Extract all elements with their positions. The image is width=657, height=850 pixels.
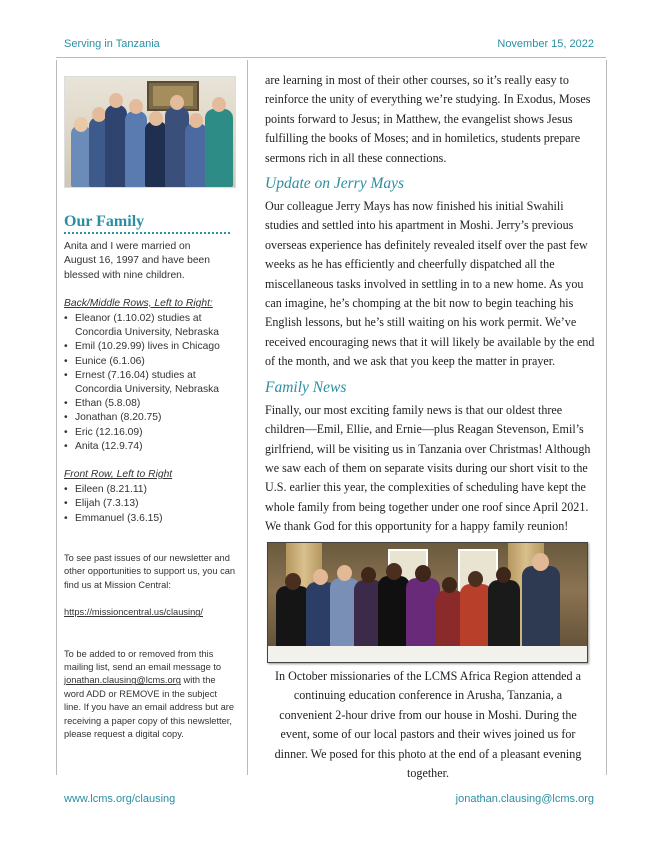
list-item: • Ethan (5.8.08) [64, 397, 236, 411]
family-news-paragraph: Finally, our most exciting family news is that our oldest three children—Emil, Ellie, and Ernie—plus Reagan Stevenson, Emil’s girlfriend, will be visiting us in Tanzania over Christmas! Although we saw each of them on separate visits during our short visit to the U.S. earlier this year, the complexities of scheduling have kept the whole family from being together under one roof since April 2021. We thank God for this opportunity for a happy family reunion! [265, 402, 591, 534]
mission-central-link[interactable]: https://missioncentral.us/clausing/ [64, 607, 203, 618]
past-issues-note: To see past issues of our newsletter and other opportunities to support us, you can find us at Mission Central: [64, 552, 236, 590]
mailing-list-note [64, 648, 236, 742]
dotted-rule [64, 232, 230, 234]
photo-caption: In October missionaries of the LCMS Africa Region attended a continuing education conference in Arusha, Tanzania, a convenient 2-hour drive from our house in Moshi. During the event, some of our local pastors and their wives joined us for dinner. We posed for this photo at the end of a pleasant evening together. [274, 669, 582, 781]
header-rule [56, 57, 606, 58]
column-rule-left [56, 60, 57, 775]
list-item: • Jonathan (8.20.75) [64, 411, 236, 425]
family-news-heading: Family News [265, 378, 347, 396]
list-item: • Eric (12.16.09) [64, 426, 236, 440]
list-item: • Emil (10.29.99) lives in Chicago [64, 340, 236, 354]
family-heading: Our Family [64, 213, 145, 230]
intro-paragraph: are learning in most of their other courses, so it’s really easy to reinforce the unity of everything we’re studying. In Exodus, Moses points forward to Jesus; in Matthew, the evangelist shows Jesus fulfilling the books of Moses; and in homiletics, students prepare sermons rich in all these connections. [265, 73, 591, 165]
footer-website-link[interactable]: www.lcms.org/clausing [64, 793, 176, 805]
family-photo [64, 76, 236, 188]
back-rows-heading: Back/Middle Rows, Left to Right: [64, 297, 213, 309]
footer-email-link[interactable]: jonathan.clausing@lcms.org [455, 793, 594, 805]
back-rows-list [64, 312, 236, 454]
conference-photo [267, 542, 588, 663]
front-row-heading: Front Row, Left to Right [64, 469, 173, 481]
mailing-text-post: with the word ADD or REMOVE in the subject line. If you have an email address but are receiving a paper copy of this newsletter, please request a digital copy. [64, 675, 235, 739]
list-item: • Eleanor (1.10.02) studies at Concordia University, Nebraska [64, 312, 236, 340]
list-item: • Elijah (7.3.13) [64, 497, 236, 511]
jerry-heading: Update on Jerry Mays [265, 175, 405, 193]
sidebar [64, 76, 236, 741]
mailing-text-pre: To be added to or removed from this mailing list, send an email message to [64, 648, 222, 672]
header-title: Serving in Tanzania [64, 38, 160, 50]
column-rule-middle [247, 60, 248, 775]
jerry-paragraph: Our colleague Jerry Mays has now finished his initial Swahili studies and settled into his apartment in Moshi. Jerry’s previous overseas experience has definitely revealed itself over the past few weeks as he has efficiently and cheerfully dispatched all the miscellaneous tasks involved in settling in to a new home. As you can imagine, he’s chomping at the bit now to begin teaching his English lessons, but he’s still waiting on his work permit. We’ve received encouraging news that it will likely be available by the end of the month, and we ask that you keep the matter in prayer. [265, 199, 595, 369]
list-item: • Ernest (7.16.04) studies at Concordia University, Nebraska [64, 369, 236, 397]
list-item: • Emmanuel (3.6.15) [64, 512, 236, 526]
front-row-list [64, 483, 236, 526]
dinner-table [268, 646, 588, 662]
column-rule-right [606, 60, 607, 775]
family-intro: Anita and I were married on August 16, 1997 and have been blessed with nine children. [64, 241, 210, 281]
header-date: November 15, 2022 [497, 38, 594, 50]
mailing-email-link[interactable]: jonathan.clausing@lcms.org [64, 675, 181, 686]
list-item: • Eileen (8.21.11) [64, 483, 236, 497]
list-item: • Eunice (6.1.06) [64, 355, 236, 369]
list-item: • Anita (12.9.74) [64, 440, 236, 454]
main-column [265, 71, 595, 537]
